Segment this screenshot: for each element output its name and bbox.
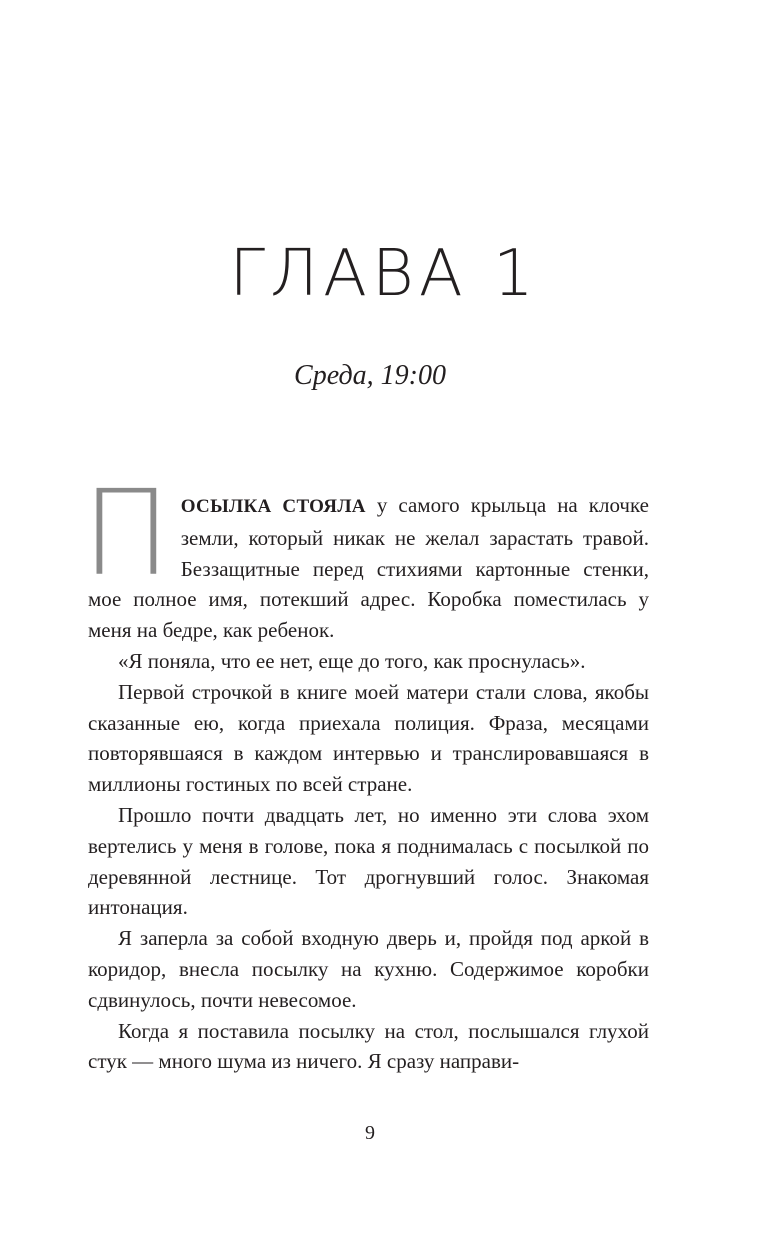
drop-cap: П [82,464,171,602]
chapter-title: ГЛАВА 1 [229,237,539,311]
paragraph-5: Я заперла за собой входную дверь и, пройдя под аркой в коридор, внесла посылку на кухню. Содержимое коробки сдвинулось, почти невесомое. [88,926,649,1012]
body-text [82,464,649,1077]
paragraph-2: «Я поняла, что ее нет, еще до того, как проснулась». [118,648,586,673]
chapter-time: Среда, 19:00 [294,360,446,391]
lead-in: ОСЫЛКА СТОЯЛА [180,496,366,517]
paragraph-4: Прошло почти двадцать лет, но именно эти слова эхом вертелись у меня в голове, пока я поднималась с посылкой по деревянной лестнице. Тот дрогнувший голос. Знакомая интонация. [88,802,649,920]
paragraph-6: Когда я поставила посылку на стол, послышался глухой стук — много шума из ничего. Я сразу направи- [88,1018,649,1074]
paragraph-1-rest: у самого крыльца на клочке земли, который никак не желал зарастать травой. Беззащитные перед стихиями картонные стенки, мое полное имя, потекший адрес. Коробка поместилась у меня на бедре, как ребенок. [88,493,649,643]
page-number: 9 [365,1122,375,1144]
paragraph-3: Первой строчкой в книге моей матери стали слова, якобы сказанные ею, когда приехала полиция. Фраза, месяцами повторявшаяся в каждом интервью и транслировавшаяся в миллионы гостиных по всей стране. [88,679,649,797]
paragraph-1 [82,464,649,646]
